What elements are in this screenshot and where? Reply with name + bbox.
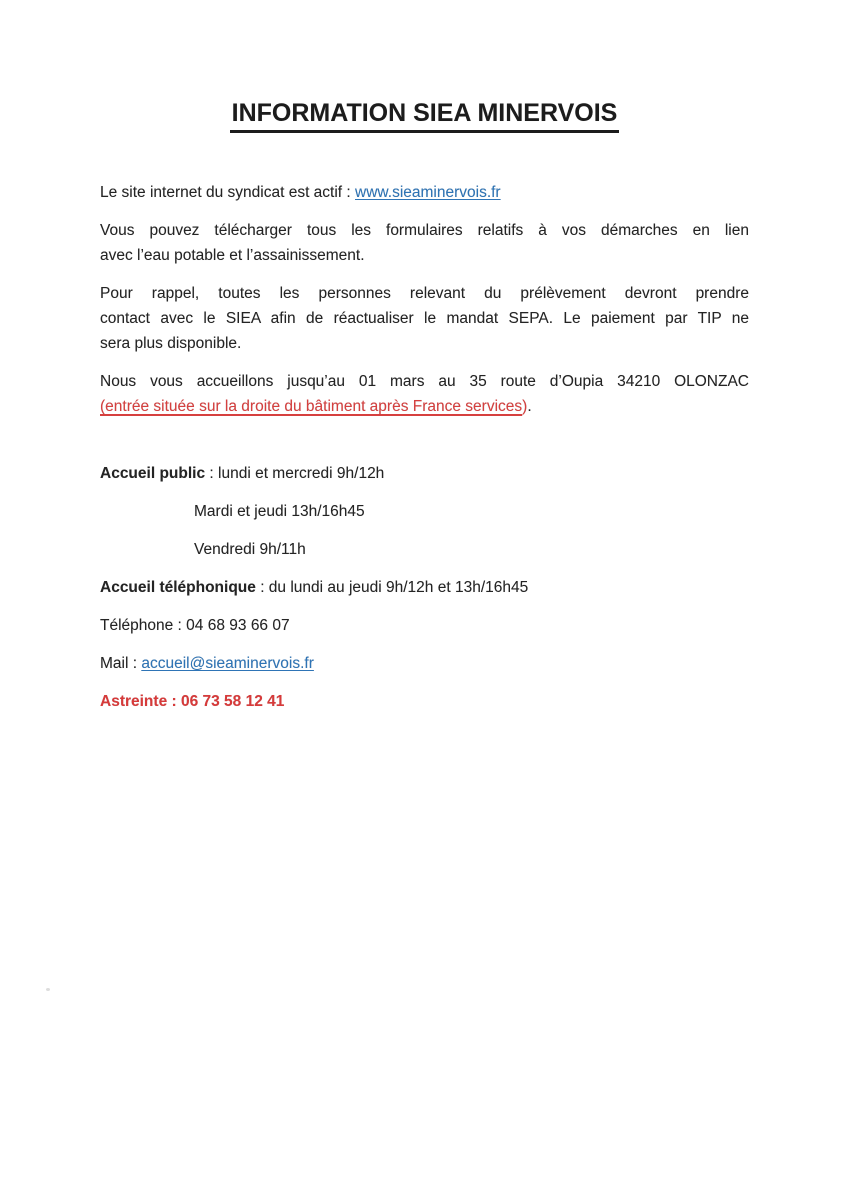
public-hours-value: : lundi et mercredi 9h/12h (205, 465, 385, 482)
visit-note-underlined: (entrée située sur la droite du bâtiment après France services (100, 398, 523, 415)
intro-paragraph (100, 180, 749, 205)
public-hours-line-3: Vendredi 9h/11h (194, 541, 306, 558)
sepa-paragraph (100, 281, 749, 356)
astreinte-line: Astreinte : 06 73 58 12 41 (100, 693, 285, 710)
mail-label: Mail : (100, 655, 142, 672)
public-hours-line (100, 461, 749, 486)
forms-paragraph (100, 218, 749, 268)
visit-note-period: . (527, 398, 532, 415)
visit-note-line (100, 394, 749, 419)
document-content (100, 0, 749, 727)
telephone-line: Téléphone : 04 68 93 66 07 (100, 617, 290, 634)
public-hours-label: Accueil public (100, 465, 206, 482)
email-link[interactable]: accueil@sieaminervois.fr (141, 655, 314, 672)
mail-line (100, 651, 749, 676)
document-title: INFORMATION SIEA MINERVOIS (230, 97, 620, 133)
sepa-line-2: contact avec le SIEA afin de réactualiser le mandat SEPA. Le paiement par TIP ne (100, 310, 749, 327)
sepa-line-1: Pour rappel, toutes les personnes relevant du prélèvement devront prendre (100, 285, 749, 302)
intro-text: Le site internet du syndicat est actif : (100, 184, 356, 201)
phone-hours-label: Accueil téléphonique (100, 579, 256, 596)
forms-line-1: Vous pouvez télécharger tous les formulaires relatifs à vos démarches en lien (100, 222, 749, 239)
scan-artifact-speck (46, 988, 50, 991)
phone-hours-value: : du lundi au jeudi 9h/12h et 13h/16h45 (255, 579, 529, 596)
title-row (100, 97, 749, 133)
visit-paragraph (100, 369, 749, 419)
forms-line-2: avec l’eau potable et l’assainissement. (100, 247, 365, 264)
website-link[interactable]: www.sieaminervois.fr (355, 184, 501, 201)
visit-note-paren: ) (522, 398, 528, 415)
public-hours-line-2: Mardi et jeudi 13h/16h45 (194, 503, 365, 520)
visit-address-line: Nous vous accueillons jusqu’au 01 mars au 35 route d’Oupia 34210 OLONZAC (100, 373, 749, 390)
sepa-line-3: sera plus disponible. (100, 335, 242, 352)
phone-hours-line (100, 575, 749, 600)
